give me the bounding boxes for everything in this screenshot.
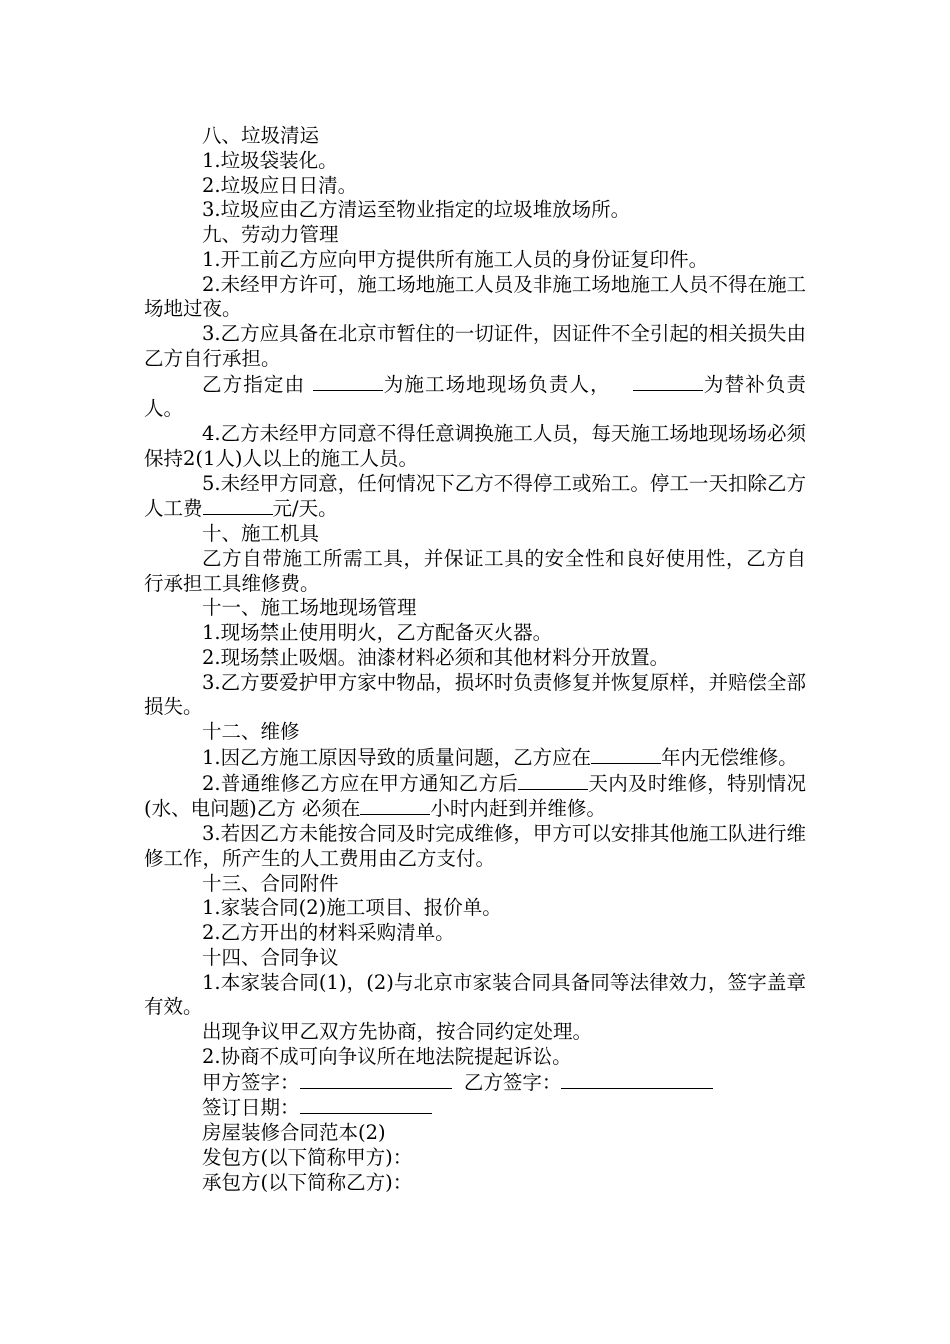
clause-text: 2.现场禁止吸烟。油漆材料必须和其他材料分开放置。 [202, 645, 670, 669]
section-heading-labor: 九、劳动力管理 [202, 223, 339, 246]
party-a-signature-blank [300, 1070, 452, 1089]
blank-field [203, 496, 273, 515]
clause-text: 4.乙方未经甲方同意不得任意调换施工人员，每天施工场地现场场必须保持2(1人)人以上的施工人员。 [144, 422, 806, 470]
document-body [144, 124, 806, 1195]
clause-text: 3.乙方应具备在北京市暂住的一切证件，因证件不全引起的相关损失由乙方自行承担。 [144, 322, 806, 370]
clause-text: 1.家装合同(2)施工项目、报价单。 [202, 896, 502, 920]
clause-text: 1.现场禁止使用明火，乙方配备灭火器。 [202, 621, 553, 644]
clause-text: 3.乙方要爱护甲方家中物品，损坏时负责修复并恢复原样，并赔偿全部损失。 [144, 670, 806, 719]
clause-text: 2.协商不成可向争议所在地法院提起诉讼。 [202, 1044, 572, 1068]
date-line: 签订日期： [144, 1095, 806, 1121]
clause-text: 乙方自带施工所需工具，并保证工具的安全性和良好使用性，乙方自行承担工具维修费。 [144, 546, 806, 595]
date-blank [300, 1095, 432, 1114]
clause-text: 2.未经甲方许可，施工场地施工人员及非施工场地施工人员不得在施工场地过夜。 [144, 272, 806, 321]
clause-text: 2.垃圾应日日清。 [202, 173, 358, 197]
clause-text: 3.若因乙方未能按合同及时完成维修，甲方可以安排其他施工队进行维修工作，所产生的人工费用由乙方支付。 [144, 822, 806, 870]
blank-field [633, 372, 703, 391]
party-b-signature-blank [561, 1070, 713, 1089]
section-heading-garbage: 八、垃圾清运 [202, 124, 320, 147]
blank-field [518, 771, 588, 790]
section-heading-site: 十一、施工场地现场管理 [202, 596, 417, 620]
blank-field [360, 796, 430, 815]
section-heading-repair: 十二、维修 [202, 720, 300, 743]
next-document-title: 房屋装修合同范本(2) [202, 1121, 386, 1144]
clause-repair-time: 2.普通维修乙方应在甲方通知乙方后 天内及时维修，特别情况(水、电问题)乙方 必须在 小时内赶到并维修。 [144, 771, 806, 821]
section-heading-dispute: 十四、合同争议 [202, 945, 339, 969]
clause-warranty: 1.因乙方施工原因导致的质量问题，乙方应在 年内无偿维修。 [202, 745, 798, 769]
signature-line: 甲方签字： 乙方签字： [144, 1070, 806, 1096]
blank-field [591, 745, 661, 764]
section-heading-tools: 十、施工机具 [202, 522, 320, 545]
blank-field [313, 372, 383, 391]
section-heading-attachments: 十三、合同附件 [202, 871, 339, 895]
clause-text: 3.垃圾应由乙方清运至物业指定的垃圾堆放场所。 [202, 198, 631, 222]
clause-text: 1.垃圾袋装化。 [202, 148, 338, 172]
employer-line: 发包方(以下简称甲方)： [202, 1145, 413, 1169]
clause-text: 1.本家装合同(1)，(2)与北京市家装合同具备同等法律效力，签字盖章有效。 [144, 970, 806, 1019]
clause-stoppage: 5.未经甲方同意，任何情况下乙方不得停工或殆工。停工一天扣除乙方人工费 元/天。 [144, 471, 806, 521]
clause-text: 2.乙方开出的材料采购清单。 [202, 921, 455, 944]
contractor-line: 承包方(以下简称乙方)： [202, 1170, 413, 1194]
clause-site-manager: 乙方指定由 为施工场地现场负责人， 为替补负责人。 [144, 372, 806, 421]
clause-text: 1.开工前乙方应向甲方提供所有施工人员的身份证复印件。 [202, 247, 709, 271]
clause-text: 出现争议甲乙双方先协商，按合同约定处理。 [202, 1020, 593, 1043]
